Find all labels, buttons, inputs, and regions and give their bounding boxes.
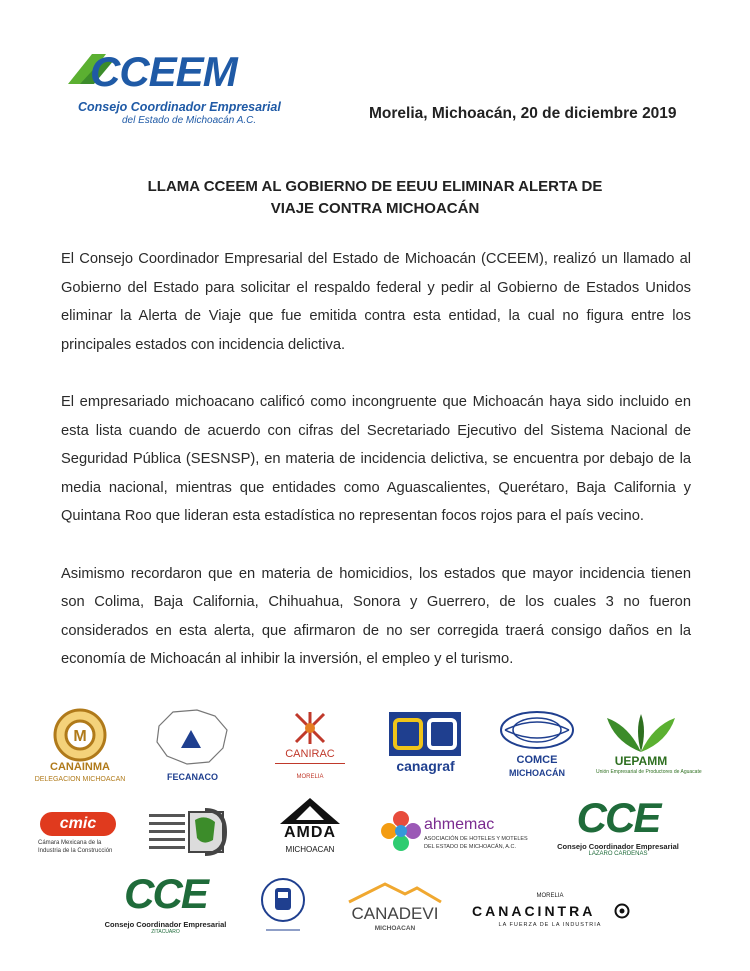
canagraf-emblem-icon	[389, 712, 461, 756]
canacintra-sub: LA FUERZA DE LA INDUSTRIA	[498, 922, 602, 928]
cce-zitacuaro-logo	[98, 870, 233, 938]
comce-name: COMCE	[516, 754, 558, 766]
fecanaco-logo	[145, 706, 240, 786]
ahmemac-name: ahmemac	[424, 816, 495, 833]
cce-lc-sub-2: LAZARO CARDENAS	[588, 851, 648, 857]
cceem-logo-line2: del Estado de Michoacán A.C.	[122, 115, 257, 126]
canadevi-sub: MICHOACAN	[374, 925, 416, 932]
cceem-logo-line1: Consejo Coordinador Empresarial	[78, 100, 281, 114]
ahmemac-logo	[380, 808, 528, 858]
canacintra-logo	[470, 893, 630, 933]
canacintra-name: CANACINTRA	[472, 903, 596, 919]
amda-logo	[270, 798, 350, 860]
cmic-sub-2: Industria de la Construcción	[38, 848, 113, 854]
headline-line-2: VIAJE CONTRA MICHOACÁN	[270, 200, 480, 217]
canirac-sub: MORELIA	[296, 774, 324, 780]
canainma-logo	[30, 708, 130, 788]
paragraph-2: El empresariado michoacano calificó como incongruente que Michoacán haya sido incluido en esta lista cuando de acuerdo con cifras del Secretariado Ejecutivo del Sistema Nacional de Seguridad Pública (SESNSP), en materia de incidencia delictiva, se encuentra por debajo de la media nacional, mientras que entidades como Aguascalientes, Querétaro, Baja California y Quintana Roo que lideran esta estadística no representan focos rojos para el país vecino.	[61, 393, 691, 525]
comce-sub: MICHOACÁN	[509, 768, 565, 778]
canainma-sub: DELEGACION MICHOACAN	[34, 776, 126, 783]
cce-lc-name: CCE	[576, 794, 660, 841]
canagraf-logo	[383, 712, 468, 787]
canadevi-logo	[340, 882, 450, 938]
avocado-leaves-icon	[605, 712, 677, 752]
comce-logo	[492, 710, 582, 785]
regional-chamber-logo	[148, 806, 228, 860]
ahmemac-sub-2: DEL ESTADO DE MICHOACÁN, A.C.	[424, 844, 516, 850]
ahmemac-sub-1: ASOCIACIÓN DE HOTELES Y MOTELES	[424, 836, 528, 842]
cce-zit-sub: Consejo Coordinador Empresarial	[104, 920, 227, 929]
michoacan-map-icon	[153, 706, 233, 768]
amda-name: AMDA	[284, 824, 336, 841]
canirac-name: CANIRAC	[285, 748, 335, 760]
article-body	[61, 245, 691, 703]
headline-line-1: LLAMA CCEEM AL GOBIERNO DE EEUU ELIMINAR ALERTA DE	[147, 178, 603, 195]
paragraph-3: Asimismo recordaron que en materia de homicidios, los estados que mayor incidencia tienen son Colima, Baja California, Chihuahua, Sonora y Guerrero, de los cuales 3 no fueron considerados en esta alerta, que afirmaron de no ser corregida traerá consigo daños en la economía de Michoacán al inhibir la inversión, el empleo y el turismo.	[61, 565, 691, 668]
cceem-logo-word: CCEEM	[90, 48, 237, 95]
cce-lazaro-cardenas-logo	[548, 794, 688, 860]
paragraph-1: El Consejo Coordinador Empresarial del Estado de Michoacán (CCEEM), realizó un llamado al Gobierno del Estado para solicitar el respaldo federal y pedir al Gobierno de Estados Unidos eliminar la Alerta de Viaje que fue emitida contra esta entidad, la cual no figura entre los principales estados con incidencia delictiva.	[61, 251, 691, 353]
transport-union-logo	[258, 872, 308, 938]
svg-text:M: M	[73, 728, 87, 745]
canacintra-gear-icon	[614, 903, 630, 919]
amda-sub: MICHOACAN	[285, 845, 335, 854]
globe-icon	[499, 710, 575, 750]
canadevi-name: CANADEVI	[351, 904, 439, 923]
canirac-logo	[265, 708, 355, 788]
canadevi-roof-icon	[345, 882, 445, 904]
fecanaco-name: FECANACO	[167, 772, 218, 782]
canacintra-top: MORELIA	[536, 893, 564, 899]
ahmemac-flower-icon	[380, 810, 422, 852]
canirac-emblem-icon	[290, 710, 330, 746]
uepamm-name: UEPAMM	[614, 754, 668, 768]
cce-lc-sub: Consejo Coordinador Empresarial	[557, 842, 679, 851]
uepamm-logo	[596, 712, 702, 787]
cceem-logo	[62, 44, 281, 126]
cmic-sub-1: Cámara Mexicana de la	[38, 840, 102, 846]
dateline: Morelia, Michoacán, 20 de diciembre 2019	[369, 105, 677, 122]
cce-zit-name: CCE	[124, 870, 207, 917]
uepamm-sub: Unión Empresarial de Productores de Aguacate	[596, 769, 702, 775]
transport-union-emblem-icon	[260, 872, 306, 936]
amda-mountain-icon	[280, 798, 340, 824]
canainma-emblem-icon	[53, 708, 107, 762]
regional-chamber-emblem-icon	[149, 806, 227, 858]
cce-zit-sub-2: ZITACUARO	[151, 929, 180, 935]
canagraf-name: canagraf	[396, 758, 455, 774]
cmic-logo	[38, 812, 120, 867]
canainma-name: CANAINMA	[50, 761, 110, 773]
cmic-name: cmic	[59, 815, 97, 832]
canirac-divider	[275, 763, 345, 764]
headline	[90, 176, 660, 220]
